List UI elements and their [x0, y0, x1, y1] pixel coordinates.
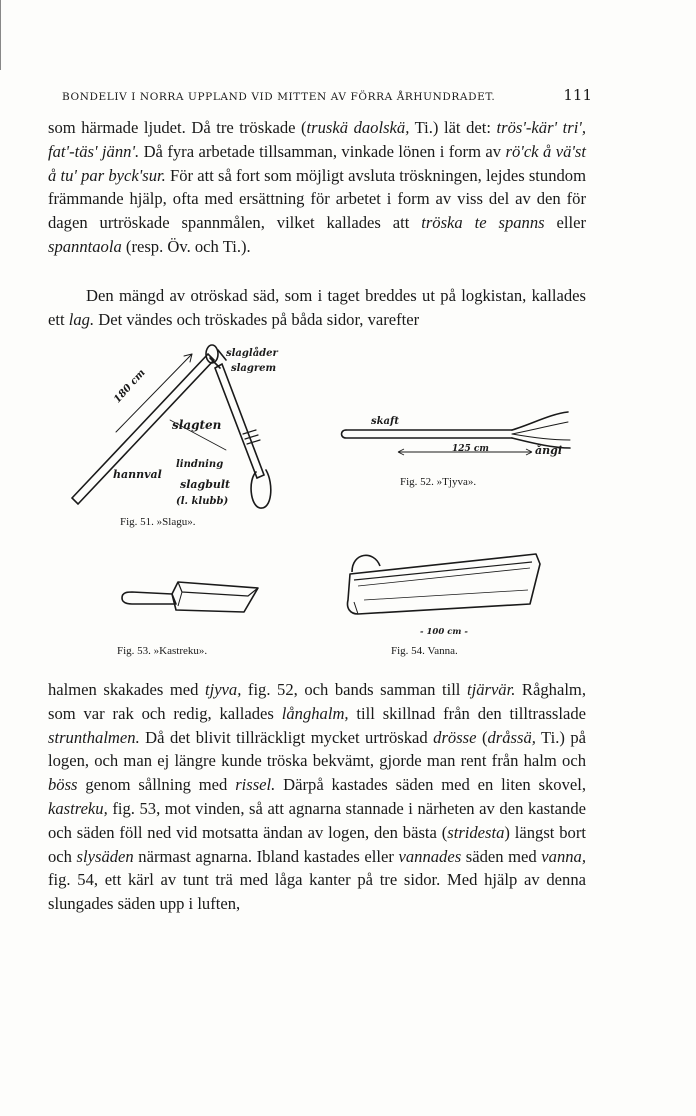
italic-term: truskä daolskä, — [306, 118, 410, 137]
fig54-caption: Fig. 54. Vanna. — [391, 645, 458, 657]
label-length-180: 180 cm — [112, 367, 148, 406]
label-angi: ångi — [535, 444, 562, 457]
label-hannval: hannval — [113, 468, 162, 481]
italic-term: vanna, — [541, 846, 586, 866]
text-run: Därpå kastades säden med en liten skovel, — [275, 775, 586, 795]
italic-term: rö'ck å vä'st å tu' par byck'sur. — [48, 141, 586, 185]
text-run: säden med — [461, 846, 542, 866]
running-header — [62, 86, 592, 104]
scoop-illustration — [118, 572, 268, 628]
text-run: till skillnad från den tilltrasslade — [348, 703, 586, 723]
fig51-caption: Fig. 51. »Slagu». — [120, 516, 196, 528]
text-run: Ti.) lät det: — [409, 118, 497, 137]
italic-term: trös'-kär' tri', fat'-täs' jänn'. — [48, 118, 586, 161]
label-length-125: 125 cm — [452, 444, 489, 454]
text-run: För att så fort som möjligt avsluta tröskningen, lejdes stundom främmande hjälp, ofta med ersättning för arbetet i form av viss del av den för dagen urtröskade spannmålen, vilket kallades att — [48, 165, 586, 233]
text-run: Råghalm, som var rak och redig, kallades — [48, 680, 586, 723]
fig53-caption: Fig. 53. »Kastreku». — [117, 645, 208, 657]
text-run: Det vändes och tröskades på båda sidor, varefter — [94, 309, 420, 329]
tray-handle — [352, 555, 380, 572]
italic-term: böss — [48, 775, 78, 795]
label-lindning: lindning — [176, 459, 224, 470]
running-title: BONDELIV I NORRA UPPLAND VID MITTEN AV FÖRRA ÅRHUNDRADET. — [62, 91, 496, 103]
italic-term: stridesta — [447, 822, 505, 842]
paragraph-1 — [48, 116, 586, 259]
fork-tine-upper — [512, 412, 568, 430]
text-run: fig. 54, ett kärl av tunt trä med låga kanter på tre sidor. Med hjälp av denna slungades säden upp i luften, — [48, 870, 586, 914]
text-run: närmast agnarna. Ibland kastades eller — [133, 846, 399, 866]
text-run: Ti.) på logen, och man ej längre kunde tröska bekvämt, gjorde man rent från halm och — [48, 727, 586, 771]
italic-term: drösse — [433, 727, 477, 747]
italic-term: tröska te spanns — [421, 213, 545, 233]
text-run: Då det blivit tillräckligt mycket urtröskad — [139, 727, 434, 747]
fork-shaft — [342, 430, 513, 438]
italic-term: tjyva, — [204, 680, 242, 699]
text-run: fig. 53, mot vinden, så att agnarna stannade i närheten av den kastande och säden föll ned vid motsatta ändan av logen, den bästa ( — [48, 798, 586, 842]
text-run: ) längst bort och — [48, 822, 586, 866]
label-klubb: (l. klubb) — [176, 496, 229, 507]
label-skaft: skaft — [371, 416, 399, 427]
label-slagbult: slagbult — [180, 478, 231, 491]
label-length-100: - 100 cm - — [420, 627, 468, 637]
italic-term: kastreku, — [48, 798, 108, 818]
text-run: fig. 52, och bands samman till — [241, 680, 467, 699]
text-run: eller — [544, 213, 586, 233]
label-slagten: slagten — [172, 418, 222, 432]
italic-term: lag. — [68, 309, 95, 329]
text-run: Då fyra arbetade tillsamman, vinkade lönen i form av — [139, 141, 506, 161]
label-slagrem: slagrem — [231, 363, 277, 374]
page-number: 111 — [563, 86, 592, 104]
paragraph-2 — [48, 284, 586, 332]
text-run: som härmade ljudet. Då tre tröskade ( — [48, 118, 307, 137]
italic-term: slysäden — [76, 846, 134, 866]
text-run: ( — [476, 727, 488, 747]
scoop-handle — [122, 592, 176, 604]
italic-term: vannades — [398, 846, 462, 866]
italic-term: spanntaola — [48, 236, 122, 256]
italic-term: tjärvär. — [466, 680, 516, 699]
text-run: genom sållning med — [77, 775, 236, 795]
italic-term: dråssä, — [487, 727, 536, 747]
paragraph-3 — [48, 678, 586, 916]
fig52-caption: Fig. 52. »Tjyva». — [400, 476, 477, 488]
italic-term: långhalm, — [281, 703, 349, 723]
italic-term: strunthalmen. — [48, 727, 140, 747]
text-run: halmen skakades med — [48, 680, 205, 699]
winnowing-tray-illustration — [340, 540, 560, 622]
scoop-blade — [172, 582, 258, 612]
text-run: (resp. Öv. och Ti.). — [121, 236, 251, 256]
italic-term: rissel. — [235, 775, 276, 795]
text-run: Den mängd av otröskad säd, som i taget breddes ut på logkistan, kallades ett — [48, 286, 586, 329]
page-edge-line — [0, 0, 1, 70]
label-slaglader: slaglåder — [226, 348, 278, 359]
